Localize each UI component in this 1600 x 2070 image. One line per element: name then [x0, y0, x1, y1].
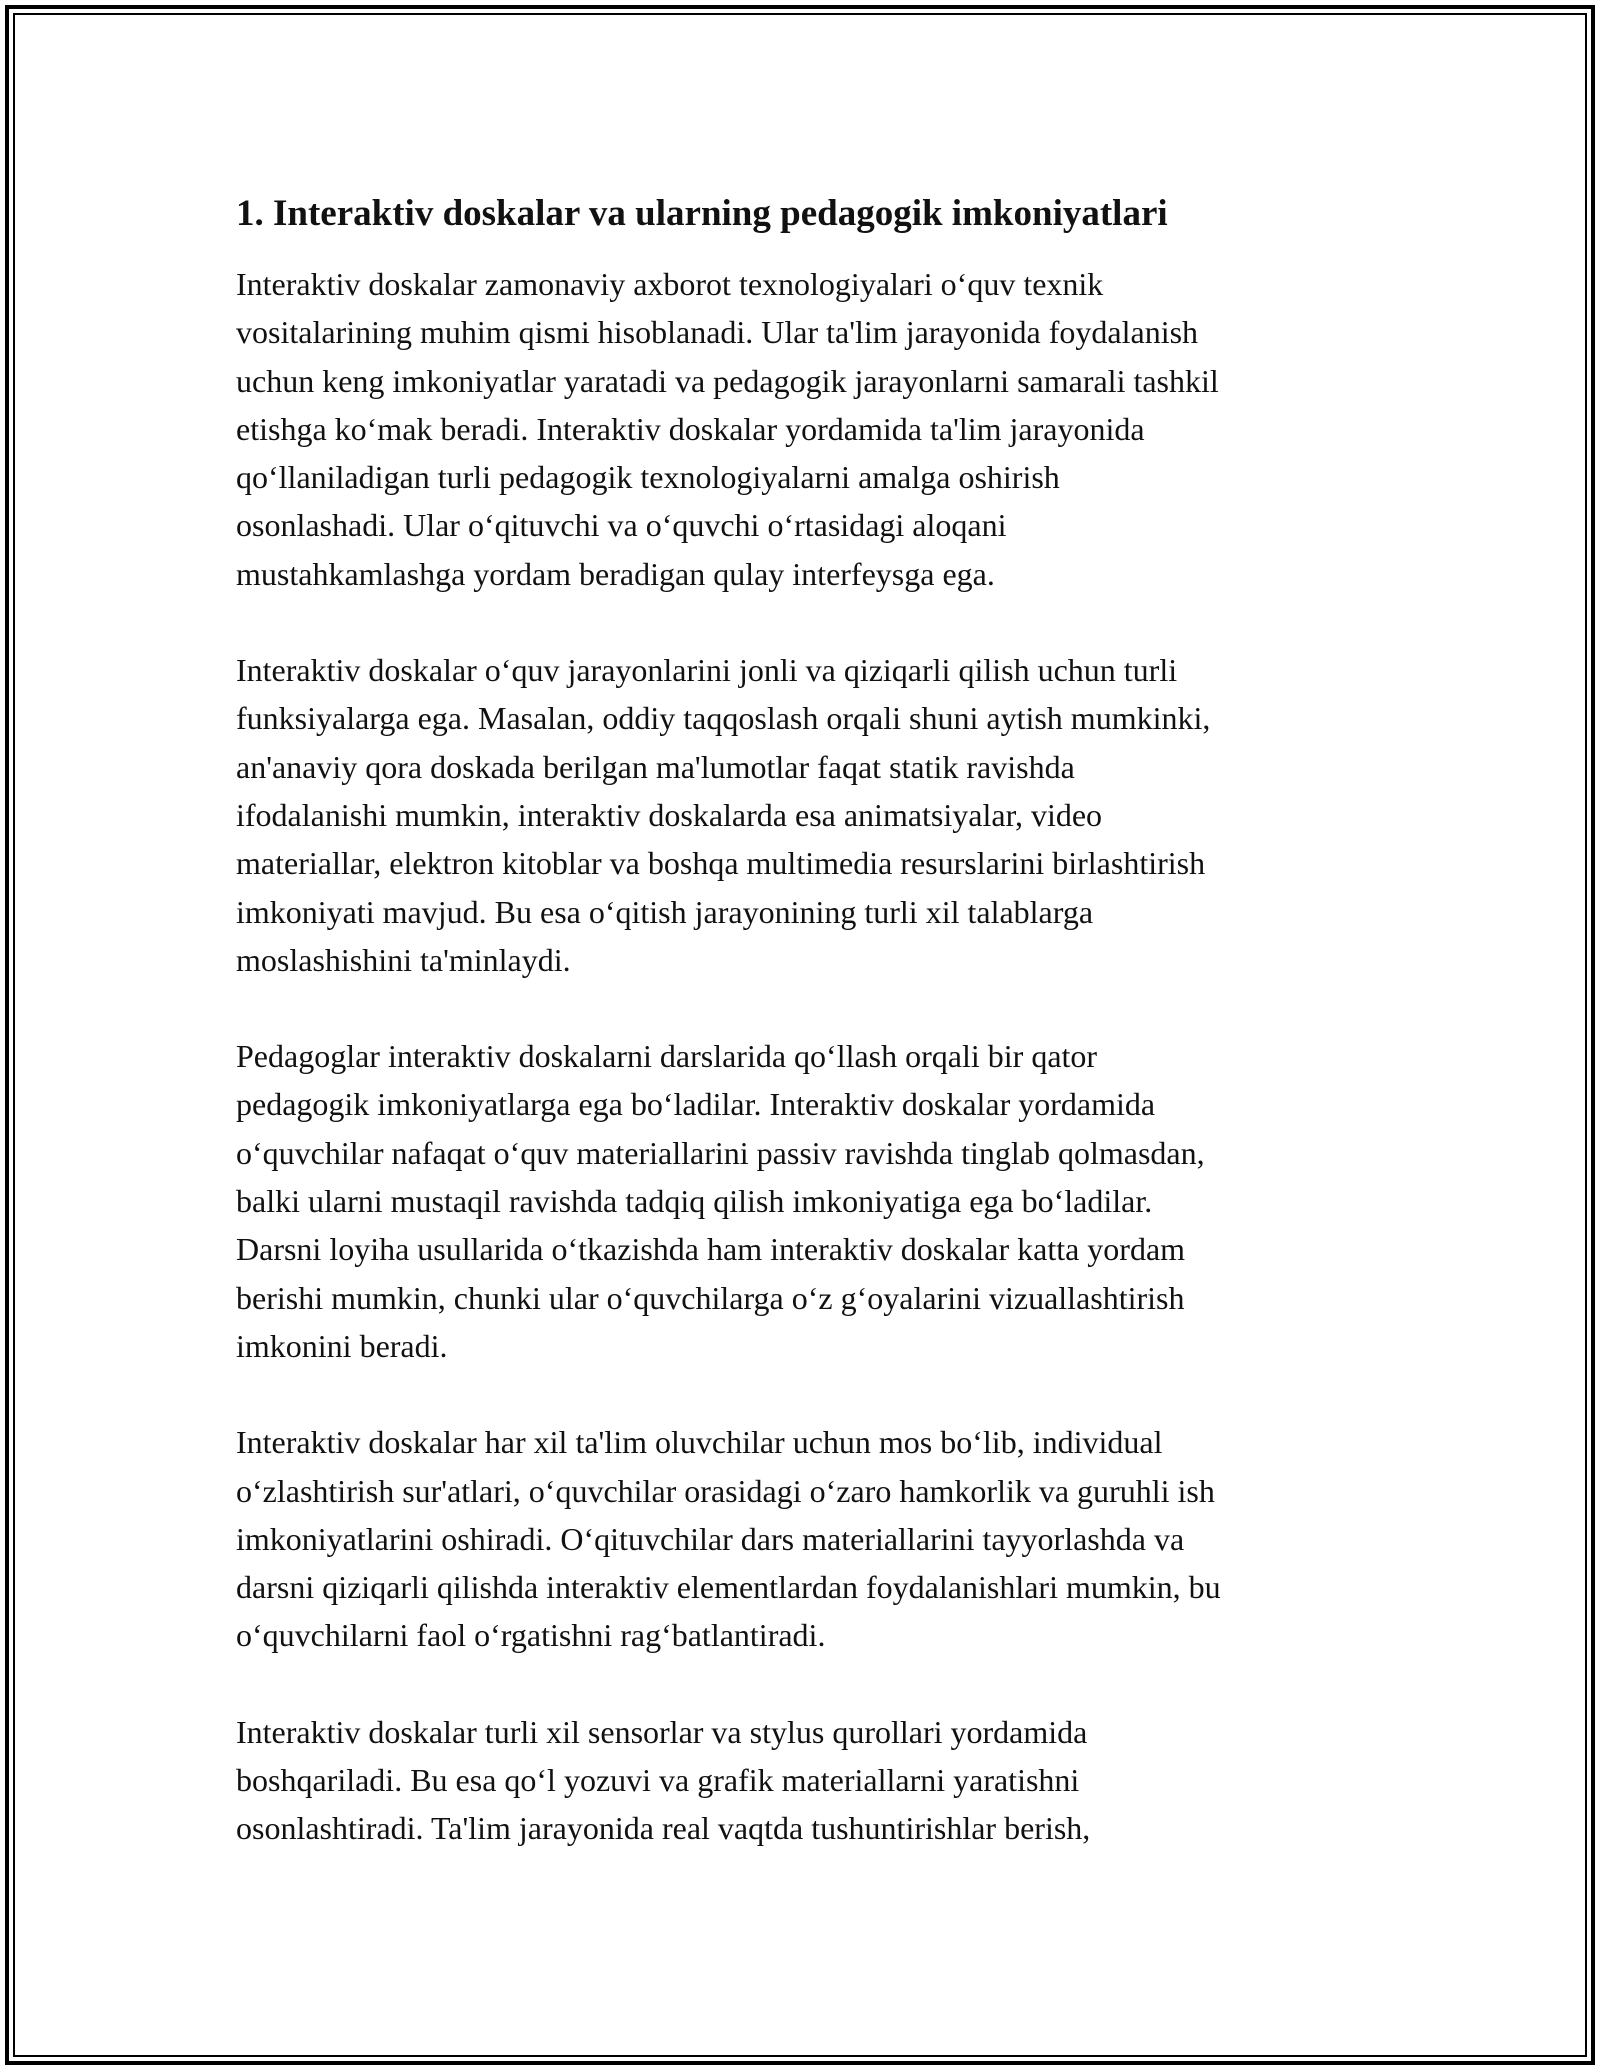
- text-line: Interaktiv doskalar o‘quv jarayonlarini jonli va qiziqarli qilish uchun turli: [236, 652, 1178, 689]
- text-line: Interaktiv doskalar zamonaviy axborot texnologiyalari o‘quv texnik: [236, 266, 1104, 302]
- section-heading: 1. Interaktiv doskalar va ularning pedagogik imkoniyatlari: [236, 193, 1168, 234]
- text-line: imkoniyati mavjud. Bu esa o‘qitish jarayonining turli xil talablarga: [236, 893, 1094, 930]
- text-line: pedagogik imkoniyatlarga ega bo‘ladilar. Interaktiv doskalar yordamida: [236, 1086, 1156, 1123]
- text-line: o‘quvchilarni faol o‘rgatishni rag‘batlantiradi.: [236, 1617, 826, 1654]
- text-line: boshqariladi. Bu esa qo‘l yozuvi va grafik materiallarni yaratishni: [236, 1762, 1080, 1799]
- text-line: imkonini beradi.: [236, 1327, 448, 1364]
- text-line: osonlashadi. Ular o‘qituvchi va o‘quvchi o‘rtasidagi aloqani: [236, 507, 1007, 544]
- text-line: ifodalanishi mumkin, interaktiv doskalarda esa animatsiyalar, video: [236, 796, 1103, 833]
- paragraph-3: [236, 1032, 1376, 1370]
- text-line: imkoniyatlarini oshiradi. O‘qituvchilar dars materiallarini tayyorlashda va: [236, 1520, 1185, 1557]
- text-line: uchun keng imkoniyatlar yaratadi va pedagogik jarayonlarni samarali tashkil: [236, 362, 1219, 399]
- text-line: vositalarining muhim qismi hisoblanadi. Ular ta'lim jarayonida foydalanish: [236, 314, 1199, 351]
- text-line: qo‘llaniladigan turli pedagogik texnologiyalarni amalga oshirish: [236, 459, 1060, 496]
- text-line: Pedagoglar interaktiv doskalarni darslarida qo‘llash orqali bir qator: [236, 1038, 1098, 1075]
- text-line: o‘zlashtirish sur'atlari, o‘quvchilar orasidagi o‘zaro hamkorlik va guruhli ish: [236, 1472, 1215, 1509]
- paragraph-4: [236, 1418, 1376, 1659]
- text-line: an'anaviy qora doskada berilgan ma'lumotlar faqat statik ravishda: [236, 748, 1075, 785]
- text-line: o‘quvchilar nafaqat o‘quv materiallarini passiv ravishda tinglab qolmasdan,: [236, 1134, 1205, 1171]
- text-line: berishi mumkin, chunki ular o‘quvchilarga o‘z g‘oyalarini vizuallashtirish: [236, 1279, 1185, 1316]
- text-line: Interaktiv doskalar turli xil sensorlar va stylus qurollari yordamida: [236, 1713, 1088, 1750]
- text-line: Darsni loyiha usullarida o‘tkazishda ham interaktiv doskalar katta yordam: [236, 1231, 1186, 1268]
- text-line: materiallar, elektron kitoblar va boshqa multimedia resurslarini birlashtirish: [236, 845, 1206, 882]
- document-body: [236, 190, 1376, 1901]
- text-line: mustahkamlashga yordam beradigan qulay interfeysga ega.: [236, 555, 995, 592]
- text-line: moslashishini ta'minlaydi.: [236, 941, 571, 978]
- text-line: funksiyalarga ega. Masalan, oddiy taqqoslash orqali shuni aytish mumkinki,: [236, 700, 1211, 737]
- paragraph-2: [236, 646, 1376, 984]
- paragraph-1: [236, 260, 1376, 598]
- paragraph-5: [236, 1708, 1376, 1853]
- text-line: osonlashtiradi. Ta'lim jarayonida real vaqtda tushuntirishlar berish,: [236, 1810, 1091, 1847]
- text-line: Interaktiv doskalar har xil ta'lim oluvchilar uchun mos bo‘lib, individual: [236, 1424, 1163, 1461]
- text-line: balki ularni mustaqil ravishda tadqiq qilish imkoniyatiga ega bo‘ladilar.: [236, 1183, 1153, 1220]
- text-line: etishga ko‘mak beradi. Interaktiv doskalar yordamida ta'lim jarayonida: [236, 410, 1145, 447]
- text-line: darsni qiziqarli qilishda interaktiv elementlardan foydalanishlari mumkin, bu: [236, 1569, 1221, 1606]
